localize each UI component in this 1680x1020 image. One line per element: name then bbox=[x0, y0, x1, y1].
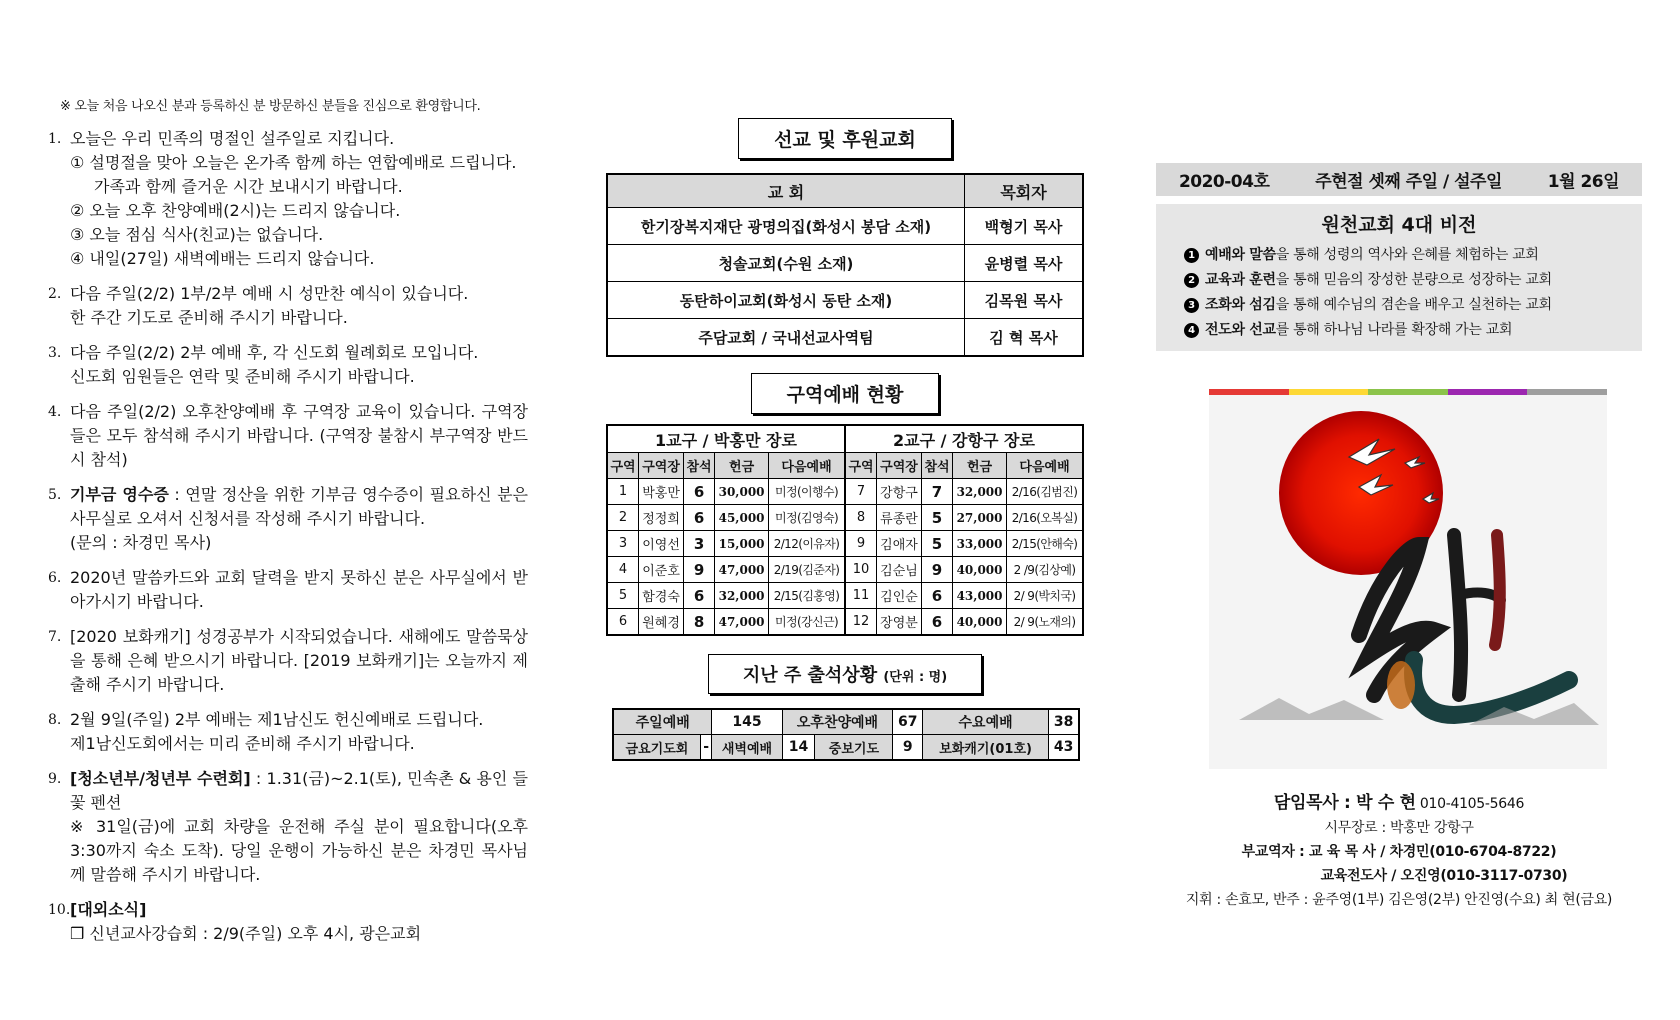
issue-date: 1월 26일 bbox=[1547, 172, 1620, 192]
mission-church: 주담교회 / 국내선교사역팀 bbox=[607, 319, 965, 357]
cell-value: 6 bbox=[684, 505, 715, 531]
vision-number-icon: 1 bbox=[1184, 248, 1199, 263]
senior-pastor-phone: 010-4105-5646 bbox=[1419, 796, 1525, 812]
cell-value: 40,000 bbox=[953, 557, 1007, 583]
tables-column bbox=[606, 118, 1084, 761]
cell-worship-title: 구역예배 현황 bbox=[751, 373, 939, 414]
mission-church: 동탄하이교회(화성시 동탄 소재) bbox=[607, 282, 965, 319]
announcement-bold-lead: 기부금 영수증 bbox=[70, 485, 169, 504]
vision-number-icon: 3 bbox=[1184, 298, 1199, 313]
cell-value: 10 bbox=[845, 557, 877, 583]
announcement-line: ❒ 신년교사강습회 : 2/9(주일) 오후 4시, 광은교회 bbox=[70, 924, 422, 943]
mission-row bbox=[607, 282, 1083, 319]
announcement-line: 다음 주일(2/2) 2부 예배 후, 각 신도회 월례회로 모입니다. bbox=[70, 343, 479, 362]
announcement-number: 3. bbox=[48, 345, 62, 361]
cell-value: 5 bbox=[921, 531, 952, 557]
cell-value: 5 bbox=[607, 583, 639, 609]
cell-value: 7 bbox=[921, 479, 952, 505]
announcement-line: (문의 : 차경민 목사) bbox=[70, 533, 212, 552]
cell-value: 8 bbox=[684, 609, 715, 636]
cell-value: 1 bbox=[607, 479, 639, 505]
announcement-number: 9. bbox=[48, 771, 62, 787]
att-sunday-value: 145 bbox=[712, 709, 782, 735]
vision-text: 를 통해 하나님 나라를 확장해 가는 교회 bbox=[1275, 322, 1513, 338]
att-dawn-label: 새벽예배 bbox=[712, 735, 782, 761]
cell-value: 김애자 bbox=[877, 531, 922, 557]
vision-keyword: 전도와 선교 bbox=[1205, 322, 1276, 338]
announcement-line: [2020 보화캐기] 성경공부가 시작되었습니다. 새해에도 말씀묵상을 통해 은혜 받으시기 바랍니다. [2019 보화캐기]는 오늘까지 제출해 주시기 바랍니다. bbox=[70, 627, 528, 694]
cell-column-header: 다음예배 bbox=[1007, 453, 1083, 479]
mission-pastor: 백형기 목사 bbox=[965, 208, 1084, 245]
cell-value: 32,000 bbox=[953, 479, 1007, 505]
cell-value: 이준호 bbox=[639, 557, 684, 583]
cell-group2-header: 2교구 / 강항구 장로 bbox=[845, 425, 1083, 453]
mission-header-pastor: 목회자 bbox=[965, 174, 1084, 208]
announcement-item bbox=[48, 341, 528, 389]
announcement-bold-lead: [청소년부/청년부 수련회] bbox=[70, 769, 251, 788]
announcement-body bbox=[70, 767, 528, 887]
cell-value: 2 bbox=[607, 505, 639, 531]
att-bible-value: 43 bbox=[1049, 735, 1079, 761]
announcement-list bbox=[48, 127, 528, 946]
cell-column-header: 다음예배 bbox=[769, 453, 845, 479]
cell-value: 2/12(이유자) bbox=[769, 531, 845, 557]
cell-value: 40,000 bbox=[953, 609, 1007, 636]
cell-value: 7 bbox=[845, 479, 877, 505]
announcement-number: 2. bbox=[48, 286, 62, 302]
education-minister: 교육전도사 / 오진영(010-3117-0730) bbox=[1320, 868, 1568, 884]
cell-value: 장영분 bbox=[877, 609, 922, 636]
announcement-line: 2020년 말씀카드와 교회 달력을 받지 못하신 분은 사무실에서 받아가시기 바랍니다. bbox=[70, 568, 528, 611]
cell-value: 미정(김영숙) bbox=[769, 505, 845, 531]
announcement-item bbox=[48, 625, 528, 697]
seollal-illustration bbox=[1209, 395, 1607, 769]
cell-value: 3 bbox=[607, 531, 639, 557]
issue-bar bbox=[1156, 163, 1642, 196]
att-wednesday-label: 수요예배 bbox=[923, 709, 1049, 735]
announcement-item bbox=[48, 708, 528, 756]
cell-value: 6 bbox=[684, 479, 715, 505]
announcement-line: ※ 31일(금)에 교회 차량을 운전해 주실 분이 필요합니다(오후 3:30까지 숙소 도착). 당일 운행이 가능하신 분은 차경민 목사님께 말씀해 주시기 바랍니다. bbox=[70, 817, 528, 884]
cell-column-header: 구역장 bbox=[639, 453, 684, 479]
announcement-body bbox=[70, 400, 528, 472]
announcement-body bbox=[70, 483, 528, 555]
att-sunday-label: 주일예배 bbox=[613, 709, 712, 735]
announcement-item bbox=[48, 898, 528, 946]
announcement-number: 8. bbox=[48, 712, 62, 728]
cell-worship-table bbox=[606, 424, 1084, 636]
cell-group1-header: 1교구 / 박홍만 장로 bbox=[607, 425, 845, 453]
announcement-body bbox=[70, 625, 528, 697]
announcement-body bbox=[70, 282, 528, 330]
elders: 시무장로 : 박홍만 강항구 bbox=[1324, 820, 1474, 836]
cell-value: 6 bbox=[607, 609, 639, 636]
announcement-line bbox=[70, 767, 528, 815]
announcement-body bbox=[70, 566, 528, 614]
vision-text: 을 통해 예수님의 겸손을 배우고 실천하는 교회 bbox=[1275, 297, 1552, 313]
att-friday-value: - bbox=[700, 735, 712, 761]
cell-value: 9 bbox=[684, 557, 715, 583]
announcement-item bbox=[48, 483, 528, 555]
announcement-line: 오늘은 우리 민족의 명절인 설주일로 지킵니다. bbox=[70, 129, 395, 148]
cell-value: 2/16(김범진) bbox=[1007, 479, 1083, 505]
announcement-number: 10. bbox=[48, 902, 71, 918]
seollal-artwork bbox=[1209, 389, 1607, 769]
mission-row bbox=[607, 245, 1083, 282]
vision-item bbox=[1156, 243, 1642, 268]
announcement-body bbox=[70, 341, 528, 389]
cell-value: 32,000 bbox=[715, 583, 769, 609]
cell-value: 9 bbox=[845, 531, 877, 557]
cell-value: 2/19(김준자) bbox=[769, 557, 845, 583]
table-row bbox=[607, 609, 1083, 636]
cell-value: 27,000 bbox=[953, 505, 1007, 531]
cell-value: 33,000 bbox=[953, 531, 1007, 557]
mission-pastor: 김목원 목사 bbox=[965, 282, 1084, 319]
cell-column-header: 구역 bbox=[607, 453, 639, 479]
mission-header-church: 교 회 bbox=[607, 174, 965, 208]
cell-value: 9 bbox=[921, 557, 952, 583]
att-wednesday-value: 38 bbox=[1049, 709, 1079, 735]
announcement-line: 다음 주일(2/2) 오후찬양예배 후 구역장 교육이 있습니다. 구역장들은 모두 참석해 주시기 바랍니다. (구역장 불참시 부구역장 반드시 참석) bbox=[70, 402, 528, 469]
cell-value: 박홍만 bbox=[639, 479, 684, 505]
cell-value: 6 bbox=[684, 583, 715, 609]
cell-value: 2/15(김홍영) bbox=[769, 583, 845, 609]
cell-value: 2/16(오복실) bbox=[1007, 505, 1083, 531]
att-afternoon-label: 오후찬양예배 bbox=[782, 709, 893, 735]
announcement-number: 5. bbox=[48, 487, 62, 503]
welcome-text: ※ 오늘 처음 나오신 분과 등록하신 분 방문하신 분들을 진심으로 환영합니다. bbox=[60, 99, 481, 114]
vision-title: 원천교회 4대 비전 bbox=[1321, 214, 1477, 236]
attendance-unit: (단위 : 명) bbox=[883, 670, 948, 685]
attendance-title bbox=[708, 654, 982, 694]
cell-value: 2 /9(김상예) bbox=[1007, 557, 1083, 583]
cell-value: 함경숙 bbox=[639, 583, 684, 609]
cell-value: 강항구 bbox=[877, 479, 922, 505]
mission-church: 청솔교회(수원 소재) bbox=[607, 245, 965, 282]
table-row bbox=[607, 583, 1083, 609]
announcement-line: ② 오늘 오후 찬양예배(2시)는 드리지 않습니다. bbox=[70, 201, 401, 220]
table-row bbox=[607, 505, 1083, 531]
cell-value: 5 bbox=[921, 505, 952, 531]
vision-number-icon: 4 bbox=[1184, 323, 1199, 338]
cell-value: 3 bbox=[684, 531, 715, 557]
cell-value: 2/ 9(노재의) bbox=[1007, 609, 1083, 636]
mission-church: 한기장복지재단 광명의집(화성시 봉담 소재) bbox=[607, 208, 965, 245]
cell-column-header: 헌금 bbox=[715, 453, 769, 479]
announcement-number: 4. bbox=[48, 404, 62, 420]
cell-column-header: 헌금 bbox=[953, 453, 1007, 479]
announcements-column bbox=[48, 95, 528, 957]
cell-value: 김인순 bbox=[877, 583, 922, 609]
cell-value: 정정희 bbox=[639, 505, 684, 531]
cell-value: 4 bbox=[607, 557, 639, 583]
announcement-line-rest: : 연말 정산을 위한 기부금 영수증이 필요하신 분은 사무실로 오셔서 신청서를 작성해 주시기 바랍니다. bbox=[70, 485, 528, 528]
calligraphy-brush-icon bbox=[1359, 535, 1569, 715]
cell-value: 미정(강신근) bbox=[769, 609, 845, 636]
cell-value: 45,000 bbox=[715, 505, 769, 531]
cell-column-header: 참석 bbox=[684, 453, 715, 479]
cell-column-header: 구역 bbox=[845, 453, 877, 479]
cell-value: 미정(이행수) bbox=[769, 479, 845, 505]
other-staff: 지휘 : 손효모, 반주 : 윤주영(1부) 김은영(2부) 안진영(수요) 최 현(금요) bbox=[1185, 892, 1613, 908]
cell-value: 8 bbox=[845, 505, 877, 531]
associate-pastor: 부교역자 : 교 육 목 사 / 차경민(010-6704-8722) bbox=[1241, 844, 1557, 860]
announcement-line: 2월 9일(주일) 2부 예배는 제1남신도 헌신예배로 드립니다. bbox=[70, 710, 484, 729]
att-dawn-value: 14 bbox=[782, 735, 815, 761]
cell-value: 2/15(안해숙) bbox=[1007, 531, 1083, 557]
announcement-body bbox=[70, 708, 528, 756]
vision-box bbox=[1156, 204, 1642, 351]
cell-column-header: 참석 bbox=[921, 453, 952, 479]
vision-keyword: 교육과 훈련 bbox=[1205, 272, 1276, 288]
issue-sunday-name: 주현절 셋째 주일 / 설주일 bbox=[1315, 172, 1502, 192]
issue-number: 2020-04호 bbox=[1178, 172, 1270, 192]
mission-row bbox=[607, 319, 1083, 357]
att-bible-label: 보화캐기(01호) bbox=[923, 735, 1049, 761]
table-row bbox=[607, 479, 1083, 505]
cell-column-header: 구역장 bbox=[877, 453, 922, 479]
mission-row bbox=[607, 208, 1083, 245]
announcement-line bbox=[70, 483, 528, 531]
announcement-item bbox=[48, 566, 528, 614]
vision-item bbox=[1156, 293, 1642, 318]
vision-item bbox=[1156, 318, 1642, 343]
info-column bbox=[1156, 163, 1642, 912]
announcement-line: 신도회 임원들은 연락 및 준비해 주시기 바랍니다. bbox=[70, 367, 415, 386]
announcement-line: 제1남신도회에서는 미리 준비해 주시기 바랍니다. bbox=[70, 734, 415, 753]
cell-value: 이영선 bbox=[639, 531, 684, 557]
cell-value: 43,000 bbox=[953, 583, 1007, 609]
announcement-item bbox=[48, 400, 528, 472]
mission-table bbox=[606, 173, 1084, 357]
announcement-line: 한 주간 기도로 준비해 주시기 바랍니다. bbox=[70, 308, 348, 327]
attendance-title-text: 지난 주 출석상황 bbox=[742, 665, 878, 686]
vision-keyword: 조화와 섬김 bbox=[1205, 297, 1276, 313]
cell-value: 6 bbox=[921, 609, 952, 636]
announcement-line: [대외소식] bbox=[70, 900, 147, 919]
att-intercession-label: 중보기도 bbox=[815, 735, 893, 761]
announcement-line-rest: : 1.31(금)~2.1(토), 민속촌 & 용인 들꽃 펜션 bbox=[70, 769, 528, 812]
announcement-item bbox=[48, 767, 528, 887]
attendance-table bbox=[612, 708, 1080, 761]
table-row bbox=[607, 531, 1083, 557]
announcement-number: 7. bbox=[48, 629, 62, 645]
cell-value: 류종란 bbox=[877, 505, 922, 531]
senior-pastor: 담임목사 : 박 수 현 bbox=[1273, 793, 1416, 813]
announcement-line: ① 설명절을 맞아 오늘은 온가족 함께 하는 연합예배로 드립니다. bbox=[70, 153, 517, 172]
vision-number-icon: 2 bbox=[1184, 273, 1199, 288]
att-friday-label: 금요기도회 bbox=[613, 735, 700, 761]
cell-value: 11 bbox=[845, 583, 877, 609]
cell-value: 2/ 9(박치국) bbox=[1007, 583, 1083, 609]
vision-text: 을 통해 믿음의 장성한 분량으로 성장하는 교회 bbox=[1275, 272, 1552, 288]
cell-value: 원혜경 bbox=[639, 609, 684, 636]
announcement-line: ④ 내일(27일) 새벽예배는 드리지 않습니다. bbox=[70, 249, 375, 268]
vision-text: 을 통해 성령의 역사와 은혜를 체험하는 교회 bbox=[1275, 247, 1539, 263]
table-row bbox=[607, 557, 1083, 583]
vision-item bbox=[1156, 268, 1642, 293]
cell-value: 12 bbox=[845, 609, 877, 636]
staff-list bbox=[1156, 791, 1642, 912]
att-intercession-value: 9 bbox=[893, 735, 923, 761]
announcement-line: 가족과 함께 즐거운 시간 보내시기 바랍니다. bbox=[94, 177, 403, 196]
announcement-item bbox=[48, 282, 528, 330]
announcement-body bbox=[70, 127, 528, 271]
announcement-number: 6. bbox=[48, 570, 62, 586]
vision-keyword: 예배와 말씀 bbox=[1205, 247, 1276, 263]
cell-value: 김순님 bbox=[877, 557, 922, 583]
cell-value: 6 bbox=[921, 583, 952, 609]
announcement-line: 다음 주일(2/2) 1부/2부 예배 시 성만찬 예식이 있습니다. bbox=[70, 284, 469, 303]
mission-title: 선교 및 후원교회 bbox=[738, 118, 952, 159]
mission-pastor: 윤병렬 목사 bbox=[965, 245, 1084, 282]
announcement-item bbox=[48, 127, 528, 271]
announcement-body bbox=[70, 898, 528, 946]
mission-pastor: 김 혁 목사 bbox=[965, 319, 1084, 357]
announcement-line: ③ 오늘 점심 식사(친교)는 없습니다. bbox=[70, 225, 324, 244]
cell-value: 47,000 bbox=[715, 557, 769, 583]
cell-value: 47,000 bbox=[715, 609, 769, 636]
cell-value: 15,000 bbox=[715, 531, 769, 557]
announcement-number: 1. bbox=[48, 131, 62, 147]
att-afternoon-value: 67 bbox=[893, 709, 923, 735]
cell-value: 30,000 bbox=[715, 479, 769, 505]
